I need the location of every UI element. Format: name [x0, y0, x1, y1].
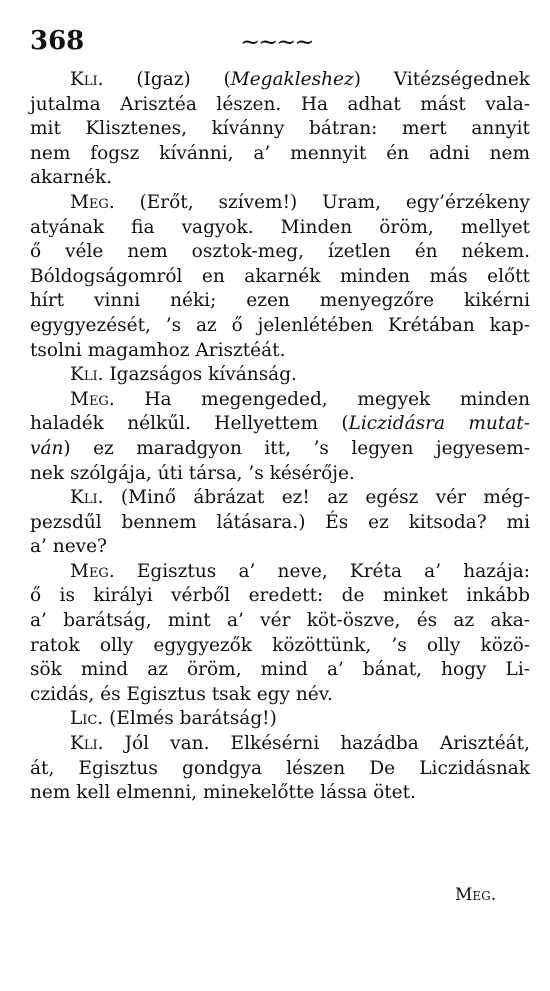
line-text: Egisztus a’ neve, Kréta a’ hazája:	[114, 560, 530, 582]
line-text-continued: ) Vitézségednek	[353, 69, 531, 90]
text-line	[30, 486, 530, 511]
text-line	[30, 191, 530, 216]
line-text: akarnék.	[30, 167, 113, 189]
text-line	[30, 240, 530, 265]
speaker-name: Meg.	[70, 388, 115, 410]
line-text: atyának fia vagyok. Minden öröm, mellyet	[30, 216, 530, 238]
page-header	[30, 26, 520, 60]
text-line	[30, 93, 530, 118]
speaker-name: Kli.	[70, 487, 104, 509]
speaker-name: Kli.	[70, 69, 104, 90]
text-line	[30, 166, 530, 191]
line-text: mit Klisztenes, kívánny bátran: mert annyit	[30, 118, 530, 140]
line-text: a’ neve?	[30, 536, 107, 558]
line-text: Igazságos kívánság.	[103, 364, 297, 386]
line-text: ő véle nem osztok-meg, ízetlen én nékem.	[30, 241, 530, 263]
body-text	[30, 68, 530, 806]
text-line	[30, 289, 530, 314]
speaker-name: Meg.	[70, 191, 115, 213]
line-text: Bóldogságomról en akarnék minden más előtt	[30, 265, 530, 287]
stage-direction: Liczidásra mutat-	[348, 413, 530, 435]
text-line	[30, 511, 530, 536]
line-text: a’ barátság, mint a’ vér köt-öszve, és az aka-	[30, 610, 530, 632]
text-line	[30, 412, 530, 437]
text-line	[30, 560, 530, 585]
speaker-name: Lic.	[70, 708, 104, 730]
speaker-name: Meg.	[70, 560, 115, 582]
text-line	[30, 216, 530, 241]
text-line	[30, 535, 530, 560]
line-text: Jól van. Elkésérni hazádba Arisztéát,	[103, 733, 530, 755]
line-text: (Minő ábrázat ez! az egész vér még-	[103, 487, 530, 509]
page-number: 368	[30, 26, 85, 56]
stage-direction: ván	[30, 437, 64, 459]
text-line	[30, 732, 530, 757]
line-text: czidás, és Egisztus tsak egy név.	[30, 683, 333, 705]
line-text: nek szólgája, úti társa, ’s késérője.	[30, 462, 355, 484]
catchword: Meg.	[455, 885, 497, 905]
text-line	[30, 707, 530, 732]
line-text: (Elmés barátság!)	[103, 708, 277, 730]
line-text: (Igaz) (	[103, 69, 231, 90]
header-ornament: ~~~~	[240, 28, 313, 56]
speaker-name: Kli.	[70, 733, 104, 755]
text-line	[30, 757, 530, 782]
line-text: nem kell elmenni, minekelőtte lássa ötet.	[30, 782, 416, 804]
line-text: hírt vinni néki; ezen menyegzőre kikérni	[30, 290, 530, 312]
text-line	[30, 658, 530, 683]
text-line	[30, 363, 530, 388]
stage-direction: Megakleshez	[230, 69, 354, 90]
line-text: át, Egisztus gondgya lészen De Liczidásnak	[30, 757, 530, 779]
text-line	[30, 609, 530, 634]
text-line	[30, 265, 530, 290]
text-line	[30, 117, 530, 142]
line-text: sök mind az öröm, mind a’ bánat, hogy Li-	[30, 659, 530, 681]
line-text: tsolni magamhoz Arisztéát.	[30, 339, 286, 361]
text-line	[30, 437, 530, 462]
text-line	[30, 388, 530, 413]
line-text: Ha megengeded, megyek minden	[114, 388, 530, 410]
text-line	[30, 68, 530, 93]
line-text: nem fogsz kívánni, a’ mennyit én adni nem	[30, 142, 530, 164]
line-text: egygyezését, ’s az ő jelenlétében Krétában kap-	[30, 314, 530, 336]
text-line	[30, 683, 530, 708]
text-line	[30, 142, 530, 167]
line-text: haladék nélkűl. Hellyettem (	[30, 413, 349, 435]
text-line	[30, 781, 530, 806]
speaker-name: Kli.	[70, 364, 104, 386]
line-text-continued: ) ez maradgyon itt, ’s legyen jegyesem-	[63, 437, 530, 459]
line-text: ő is királyi vérből eredett: de minket inkább	[30, 585, 530, 607]
line-text: (Erőt, szívem!) Uram, egy’érzékeny	[114, 191, 530, 213]
line-text: ratok olly egygyezők közöttünk, ’s olly közö-	[30, 634, 530, 656]
line-text: pezsdűl bennem látásara.) És ez kitsoda? mi	[30, 511, 530, 533]
text-line	[30, 314, 530, 339]
text-line	[30, 584, 530, 609]
text-line	[30, 462, 530, 487]
line-text: jutalma Arisztéa lészen. Ha adhat mást vala-	[30, 93, 530, 115]
text-line	[30, 634, 530, 659]
text-line	[30, 339, 530, 364]
